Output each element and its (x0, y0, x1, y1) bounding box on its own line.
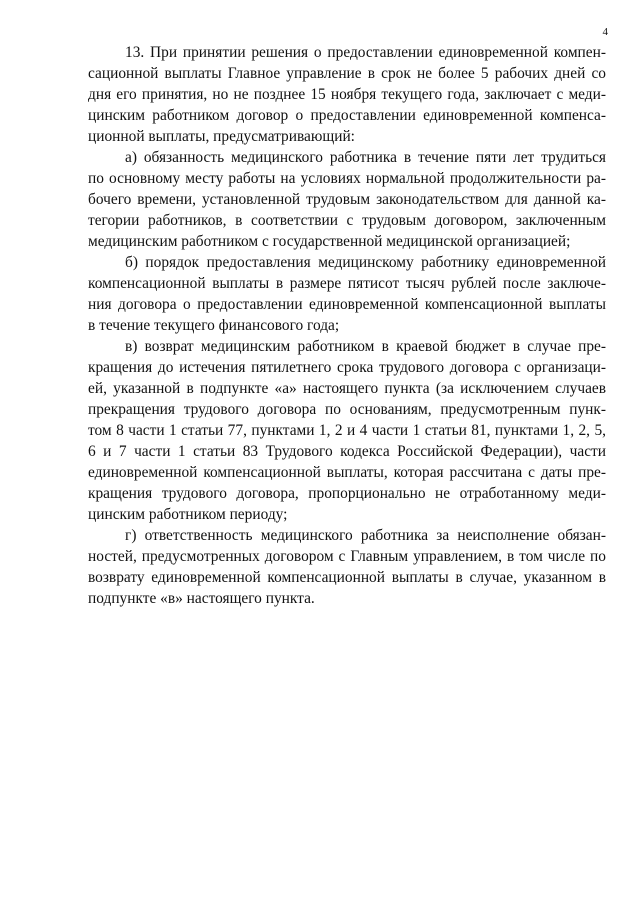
paragraph-line: цинским работником договор о предоставлении единовременной компенса- (88, 107, 606, 124)
paragraph-line: том 8 части 1 статьи 77, пунктами 1, 2 и 4 части 1 статьи 81, пунктами 1, 2, 5, (88, 422, 606, 439)
paragraph-line: единовременной компенсационной выплаты, которая рассчитана с даты пре- (88, 464, 606, 481)
paragraph-line: в течение текущего финансового года; (88, 317, 340, 334)
paragraph-line: а) обязанность медицинского работника в течение пяти лет трудиться (125, 149, 606, 166)
subparagraph-v (88, 336, 606, 525)
paragraph-line: по основному месту работы на условиях нормальной продолжительности ра- (88, 170, 606, 187)
paragraph-line: 6 и 7 части 1 статьи 83 Трудового кодекса Российской Федерации), части (88, 443, 606, 460)
document-body (88, 42, 606, 609)
subparagraph-a (88, 147, 606, 252)
page-number: 4 (602, 26, 608, 38)
paragraph-line: тегории работников, в соответствии с трудовым договором, заключенным (88, 212, 606, 229)
paragraph-line: прекращения трудового договора по основаниям, предусмотренным пунк- (88, 401, 606, 418)
paragraph-line: дня его принятия, но не позднее 15 ноября текущего года, заключает с меди- (88, 86, 606, 103)
paragraph-line: сационной выплаты Главное управление в срок не более 5 рабочих дней со (88, 65, 606, 82)
paragraph-line: медицинским работником с государственной медицинской организацией; (88, 233, 571, 250)
paragraph-line: кращения трудового договора, пропорционально не отработанному меди- (88, 485, 606, 502)
paragraph-line: ния договора о предоставлении единовременной компенсационной выплаты (88, 296, 606, 313)
subparagraph-b (88, 252, 606, 336)
paragraph-line: кращения до истечения пятилетнего срока трудового договора с организаци- (88, 359, 606, 376)
paragraph-13 (88, 42, 606, 147)
paragraph-line: в) возврат медицинским работником в краевой бюджет в случае пре- (125, 338, 606, 355)
paragraph-line: 13. При принятии решения о предоставлении единовременной компен- (125, 44, 606, 61)
paragraph-line: ей, указанной в подпункте «а» настоящего пункта (за исключением случаев (88, 380, 606, 397)
subparagraph-g (88, 525, 606, 609)
paragraph-line: г) ответственность медицинского работника за неисполнение обязан- (125, 527, 606, 544)
paragraph-line: цинским работником периоду; (88, 506, 288, 523)
paragraph-line: компенсационной выплаты в размере пятисот тысяч рублей после заключе- (88, 275, 606, 292)
paragraph-line: ностей, предусмотренных договором с Главным управлением, в том числе по (88, 548, 606, 565)
paragraph-line: ционной выплаты, предусматривающий: (88, 128, 355, 145)
paragraph-line: подпункте «в» настоящего пункта. (88, 590, 315, 607)
paragraph-line: возврату единовременной компенсационной выплаты в случае, указанном в (88, 569, 606, 586)
paragraph-line: бочего времени, установленной трудовым законодательством для данной ка- (88, 191, 606, 208)
paragraph-line: б) порядок предоставления медицинскому работнику единовременной (125, 254, 606, 271)
